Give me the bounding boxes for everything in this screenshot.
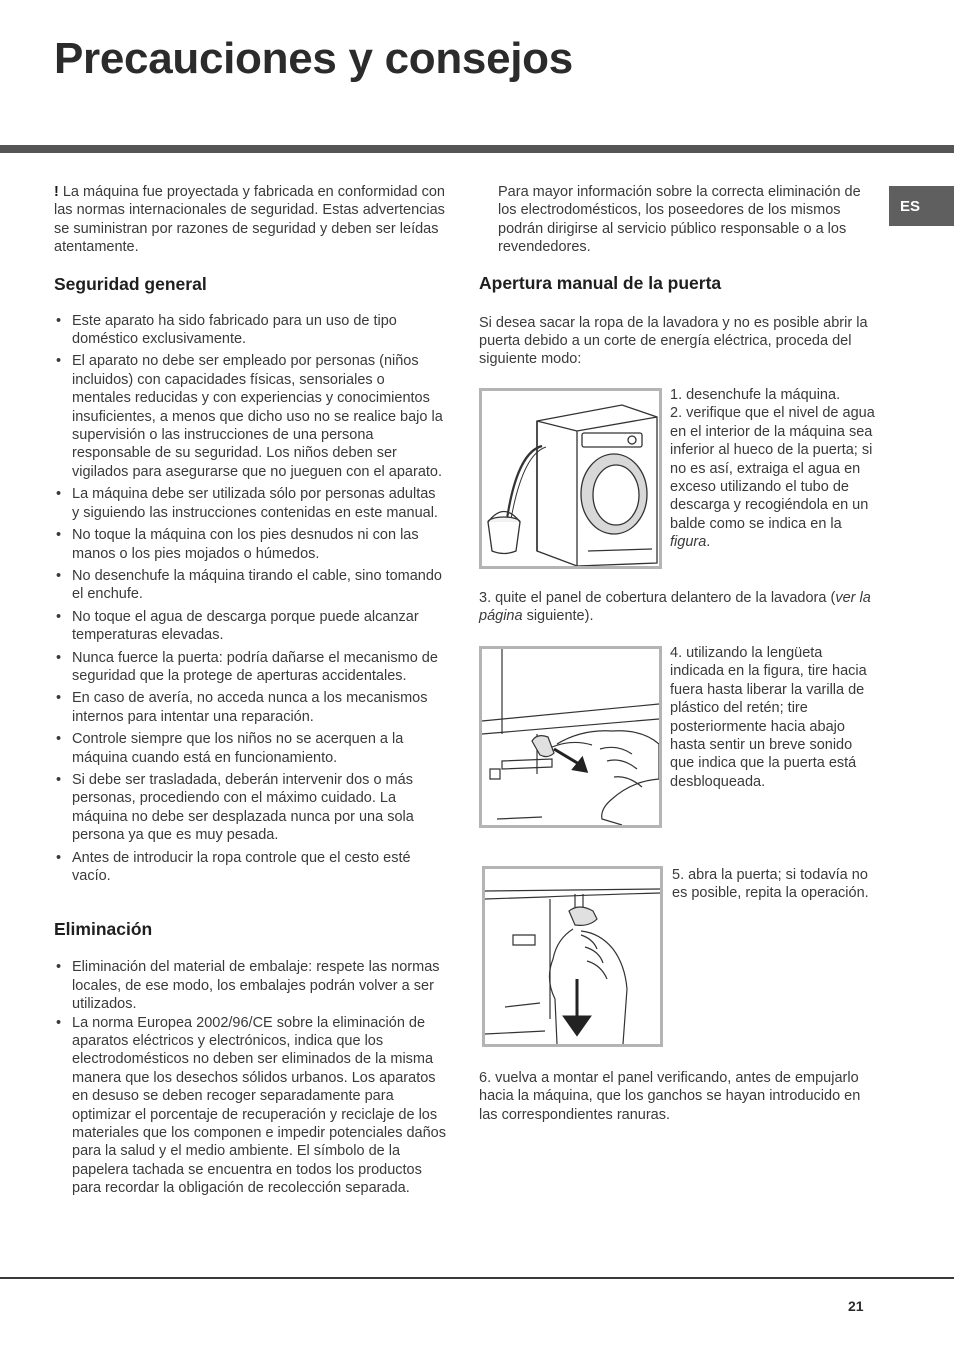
step-3 [479,589,871,626]
language-tab: ES [889,186,954,226]
safety-list-item: • El aparato no debe ser empleado por personas (niños incluidos) con capacidades físicas, sensoriales o mentales reducidas y con experiencias y conocimientos insuficientes, a menos que dicho uso no se realice bajo la supervisión o las instrucciones de una persona responsable de su seguridad. Los niños deben ser vigilados para asegurarse que no jueguen con el aparato. [54,352,446,481]
step-3-text: 3. quite el panel de cobertura delantero de la lavadora ( [479,590,836,606]
safety-list-item: • Si debe ser trasladada, deberán intervenir dos o más personas, procediendo con el máximo cuidado. La máquina no debe ser desplazada nunca por una sola persona ya que es muy pesada. [54,771,446,845]
section-heading-disposal: Eliminación [54,919,153,940]
page-number: 21 [848,1298,864,1314]
step-3-page-ref: ver la página [479,590,871,625]
step-4: 4. utilizando la lengüeta indicada en la figura, tire hacia fuera hasta liberar la varilla de plástico del retén; tire posteriormente hacia abajo hasta sentir un breve sonido que indica que la puerta está desbloqueada. [670,645,867,790]
right-column [479,183,871,369]
figure-drain-water [479,388,662,569]
pull-tab-illustration [482,649,659,825]
step-6: 6. vuelva a montar el panel verificando, antes de empujarlo hacia la máquina, que los ganchos se hayan introducido en las correspondientes ranuras. [479,1070,861,1123]
safety-list-item: • Antes de introducir la ropa controle que el cesto esté vacío. [54,849,446,886]
safety-list-item: • No desenchufe la máquina tirando el cable, sino tomando el enchufe. [54,567,446,604]
disposal-list [54,958,446,1197]
intro-warning [54,183,446,257]
warning-mark: ! [54,184,59,200]
safety-list-item: • Este aparato ha sido fabricado para un uso de tipo doméstico exclusivamente. [54,312,446,349]
header-divider [0,145,954,153]
safety-list-item: • En caso de avería, no acceda nunca a los mecanismos internos para intentar una reparación. [54,689,446,726]
step-3-end: siguiente). [522,608,594,625]
figure-pull-down [482,866,663,1047]
step-1: 1. desenchufe la máquina. [670,387,841,403]
step-2-text: 2. verifique que el nivel de agua en el interior de la máquina sea inferior al hueco de la puerta; si no es así, extraiga el agua en exceso utilizando el tubo de descarga y recogiéndola en un balde como se indica en la [670,405,875,532]
safety-list-item: • No toque la máquina con los pies desnudos ni con las manos o los pies mojados o húmedos. [54,526,446,563]
safety-list-item: • La máquina debe ser utilizada sólo por personas adultas y siguiendo las instrucciones contenidas en este manual. [54,485,446,522]
step-2-end: . [706,534,711,551]
safety-list [54,312,446,886]
step-5: 5. abra la puerta; si todavía no es posible, repita la operación. [672,867,869,902]
footer-divider [0,1277,954,1279]
step-1-2-text [670,386,875,552]
step-2-figure-ref: figura [670,534,707,551]
safety-list-item: • Nunca fuerce la puerta: podría dañarse el mecanismo de seguridad que la protege de aperturas accidentales. [54,649,446,686]
washing-machine-drain-illustration [482,391,659,566]
disposal-list-item: • La norma Europea 2002/96/CE sobre la eliminación de aparatos eléctricos y electrónicos, indica que los electrodomésticos no deben ser eliminados de la misma manera que los desechos sólidos urbanos. Los aparatos en desuso se deben recoger separadamente para optimizar el porcentaje de recuperación y reciclaje de los materiales que los componen e impedir potenciales daños para la salud y el medio ambiente. El símbolo de la papelera tachada se encuentra en todos los productos para recordar la obligación de recolección separada. [54,1014,446,1198]
door-intro: Si desea sacar la ropa de la lavadora y no es posible abrir la puerta debido a un corte de energía eléctrica, proceda del siguiente modo: [479,314,868,368]
figure-pull-tab [479,646,662,828]
section-heading-door: Apertura manual de la puerta [479,272,722,293]
pull-down-illustration [485,869,660,1044]
safety-list-item: • No toque el agua de descarga porque puede alcanzar temperaturas elevadas. [54,608,446,645]
intro-text: La máquina fue proyectada y fabricada en conformidad con las normas internacionales de seguridad. Estas advertencias se suministran por razones de seguridad y deben ser leídas atentamente. [54,184,445,256]
step-2 [670,404,875,551]
section-heading-safety: Seguridad general [54,273,207,294]
disposal-list-item: • Eliminación del material de embalaje: respete las normas locales, de ese modo, los embalajes podrán volver a ser utilizados. [54,958,446,1013]
left-column [54,183,446,1198]
disposal-more-info: Para mayor información sobre la correcta eliminación de los electrodomésticos, los poseedores de los mismos podrán dirigirse al servicio público responsable o a los revendedores. [498,184,861,256]
page-title: Precauciones y consejos [54,34,573,83]
safety-list-item: • Controle siempre que los niños no se acerquen a la máquina cuando está en funcionamiento. [54,730,446,767]
